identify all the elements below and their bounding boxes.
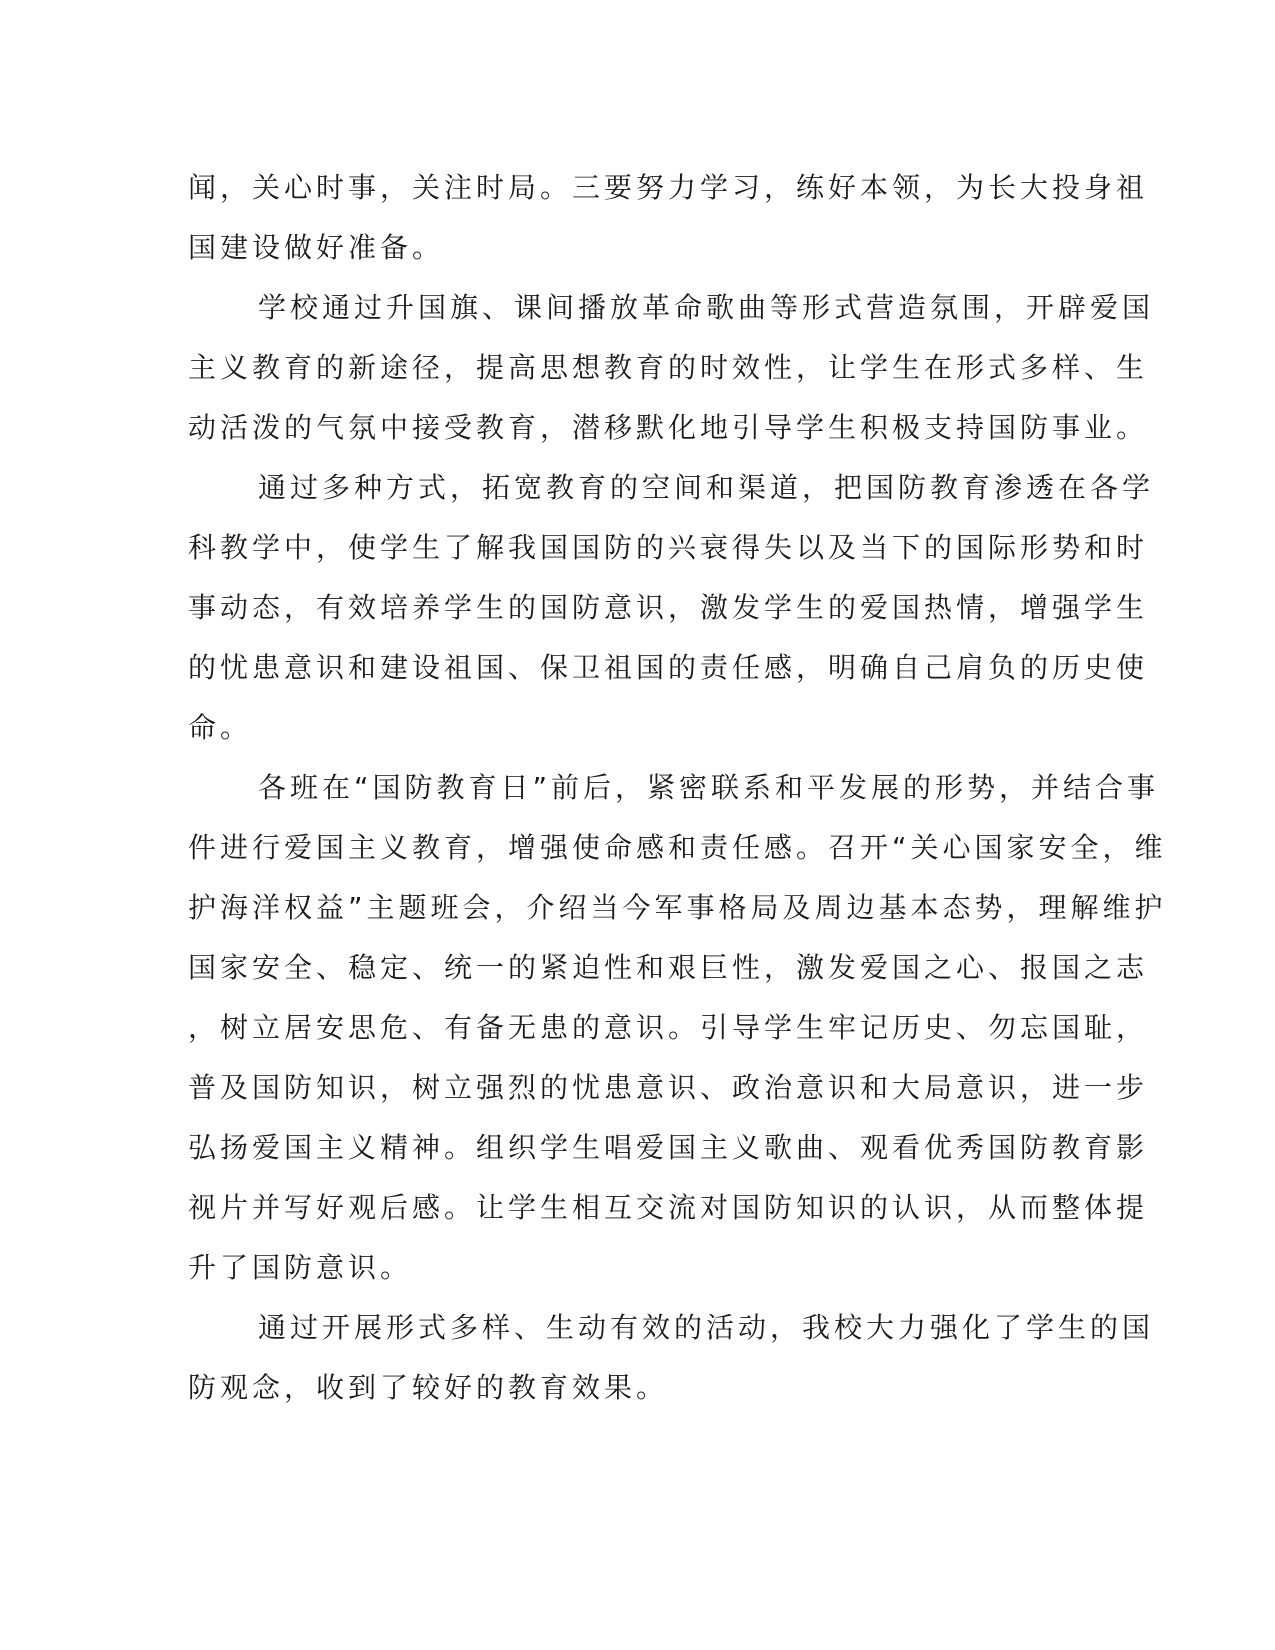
text-line: ，树立居安思危、有备无患的意识。引导学生牢记历史、勿忘国耻，	[188, 1011, 1149, 1044]
text-line: 命。	[188, 711, 253, 744]
text-line: 升了国防意识。	[188, 1251, 413, 1284]
text-line: 国建设做好准备。	[188, 231, 445, 264]
text-line: 各班在“国防教育日”前后，紧密联系和平发展的形势，并结合事	[258, 771, 1160, 804]
text-line: 防观念，收到了较好的教育效果。	[188, 1371, 669, 1404]
text-line: 普及国防知识，树立强烈的忧患意识、政治意识和大局意识，进一步	[188, 1071, 1149, 1104]
text-line: 视片并写好观后感。让学生相互交流对国防知识的认识，从而整体提	[188, 1191, 1149, 1224]
text-line: 学校通过升国旗、课间播放革命歌曲等形式营造氛围，开辟爱国	[258, 291, 1155, 324]
text-line: 事动态，有效培养学生的国防意识，激发学生的爱国热情，增强学生	[188, 591, 1149, 624]
text-line: 通过开展形式多样、生动有效的活动，我校大力强化了学生的国	[258, 1311, 1155, 1344]
text-line: 弘扬爱国主义精神。组织学生唱爱国主义歌曲、观看优秀国防教育影	[188, 1131, 1149, 1164]
text-line: 科教学中，使学生了解我国国防的兴衰得失以及当下的国际形势和时	[188, 531, 1149, 564]
text-line: 通过多种方式，拓宽教育的空间和渠道，把国防教育渗透在各学	[258, 471, 1155, 504]
body-text	[188, 158, 1167, 1418]
text-line: 动活泼的气氛中接受教育，潜移默化地引导学生积极支持国防事业。	[188, 411, 1149, 444]
text-line: 护海洋权益”主题班会，介绍当今军事格局及周边基本态势，理解维护	[188, 891, 1167, 924]
text-line: 主义教育的新途径，提高思想教育的时效性，让学生在形式多样、生	[188, 351, 1149, 384]
text-line: 件进行爱国主义教育，增强使命感和责任感。召开“关心国家安全，维	[188, 831, 1167, 864]
text-line: 的忧患意识和建设祖国、保卫祖国的责任感，明确自己肩负的历史使	[188, 651, 1149, 684]
text-line: 国家安全、稳定、统一的紧迫性和艰巨性，激发爱国之心、报国之志	[188, 951, 1149, 984]
text-line: 闻，关心时事，关注时局。三要努力学习，练好本领，为长大投身祖	[188, 171, 1149, 204]
